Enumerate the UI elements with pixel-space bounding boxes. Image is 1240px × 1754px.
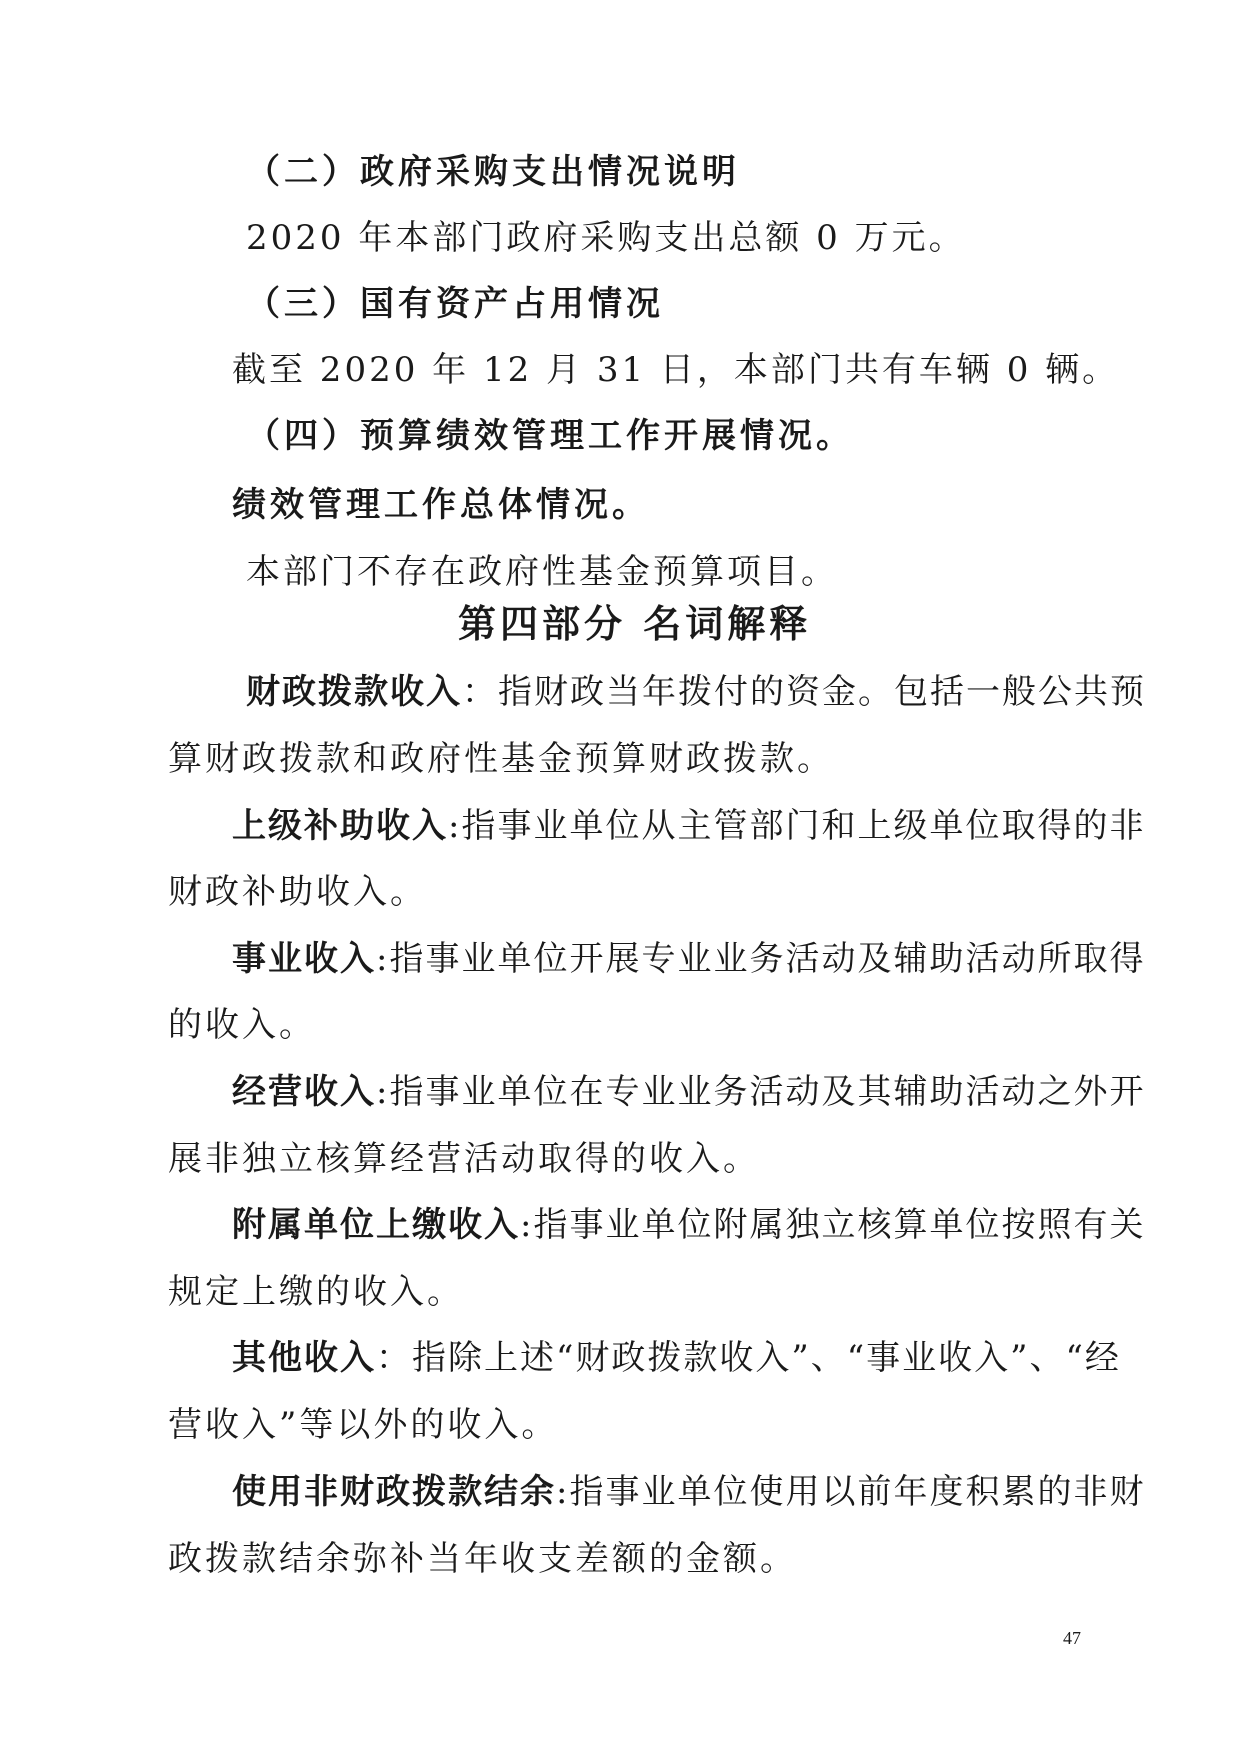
glossary-term: 事业收入 (232, 939, 376, 979)
glossary-definition: ：指除上述“财政拨款收入”、“事业收入”、“经 (376, 1338, 1121, 1378)
performance-heading: （四）预算绩效管理工作开展情况。 (246, 416, 854, 456)
glossary-entry-2-line1 (232, 804, 1146, 848)
glossary-term: 上级补助收入 (232, 806, 448, 846)
glossary-entry-7-line2: 政拨款结余弥补当年收支差额的金额。 (168, 1539, 797, 1579)
glossary-definition: :指事业单位附属独立核算单位按照有关 (520, 1205, 1146, 1245)
assets-text: 截至 2020 年 12 月 31 日，本部门共有车辆 0 辆。 (232, 350, 1120, 390)
glossary-definition: :指事业单位使用以前年度积累的非财 (556, 1472, 1146, 1512)
glossary-entry-5-line2: 规定上缴的收入。 (168, 1272, 464, 1312)
procurement-heading: （二）政府采购支出情况说明 (246, 152, 740, 192)
glossary-entry-4-line1 (232, 1070, 1146, 1114)
part-four-title: 第四部分 名词解释 (458, 601, 812, 646)
glossary-entry-5-line1 (232, 1203, 1146, 1247)
glossary-definition: ：指财政当年拨付的资金。包括一般公共预 (462, 672, 1146, 712)
glossary-entry-3-line1 (232, 937, 1146, 981)
glossary-term: 其他收入 (232, 1338, 376, 1378)
glossary-entry-3-line2: 的收入。 (168, 1005, 316, 1045)
performance-text: 本部门不存在政府性基金预算项目。 (246, 552, 838, 592)
glossary-entry-4-line2: 展非独立核算经营活动取得的收入。 (168, 1139, 760, 1179)
glossary-entry-1-line2: 算财政拨款和政府性基金预算财政拨款。 (168, 739, 834, 779)
page-number: 47 (1063, 1628, 1081, 1648)
glossary-term: 财政拨款收入 (246, 672, 462, 712)
glossary-term: 经营收入 (232, 1072, 376, 1112)
glossary-definition: :指事业单位开展专业业务活动及辅助活动所取得 (376, 939, 1146, 979)
glossary-term: 使用非财政拨款结余 (232, 1472, 556, 1512)
glossary-term: 附属单位上缴收入 (232, 1205, 520, 1245)
glossary-entry-6-line1 (232, 1336, 1121, 1380)
performance-subheading: 绩效管理工作总体情况。 (232, 485, 650, 525)
glossary-entry-6-line2: 营收入”等以外的收入。 (168, 1405, 559, 1445)
glossary-entry-2-line2: 财政补助收入。 (168, 872, 427, 912)
glossary-definition: :指事业单位在专业业务活动及其辅助活动之外开 (376, 1072, 1146, 1112)
glossary-entry-7-line1 (232, 1470, 1146, 1514)
glossary-entry-1-line1 (246, 670, 1146, 714)
glossary-definition: :指事业单位从主管部门和上级单位取得的非 (448, 806, 1146, 846)
assets-heading: （三）国有资产占用情况 (246, 284, 664, 324)
procurement-text: 2020 年本部门政府采购支出总额 0 万元。 (246, 218, 966, 258)
